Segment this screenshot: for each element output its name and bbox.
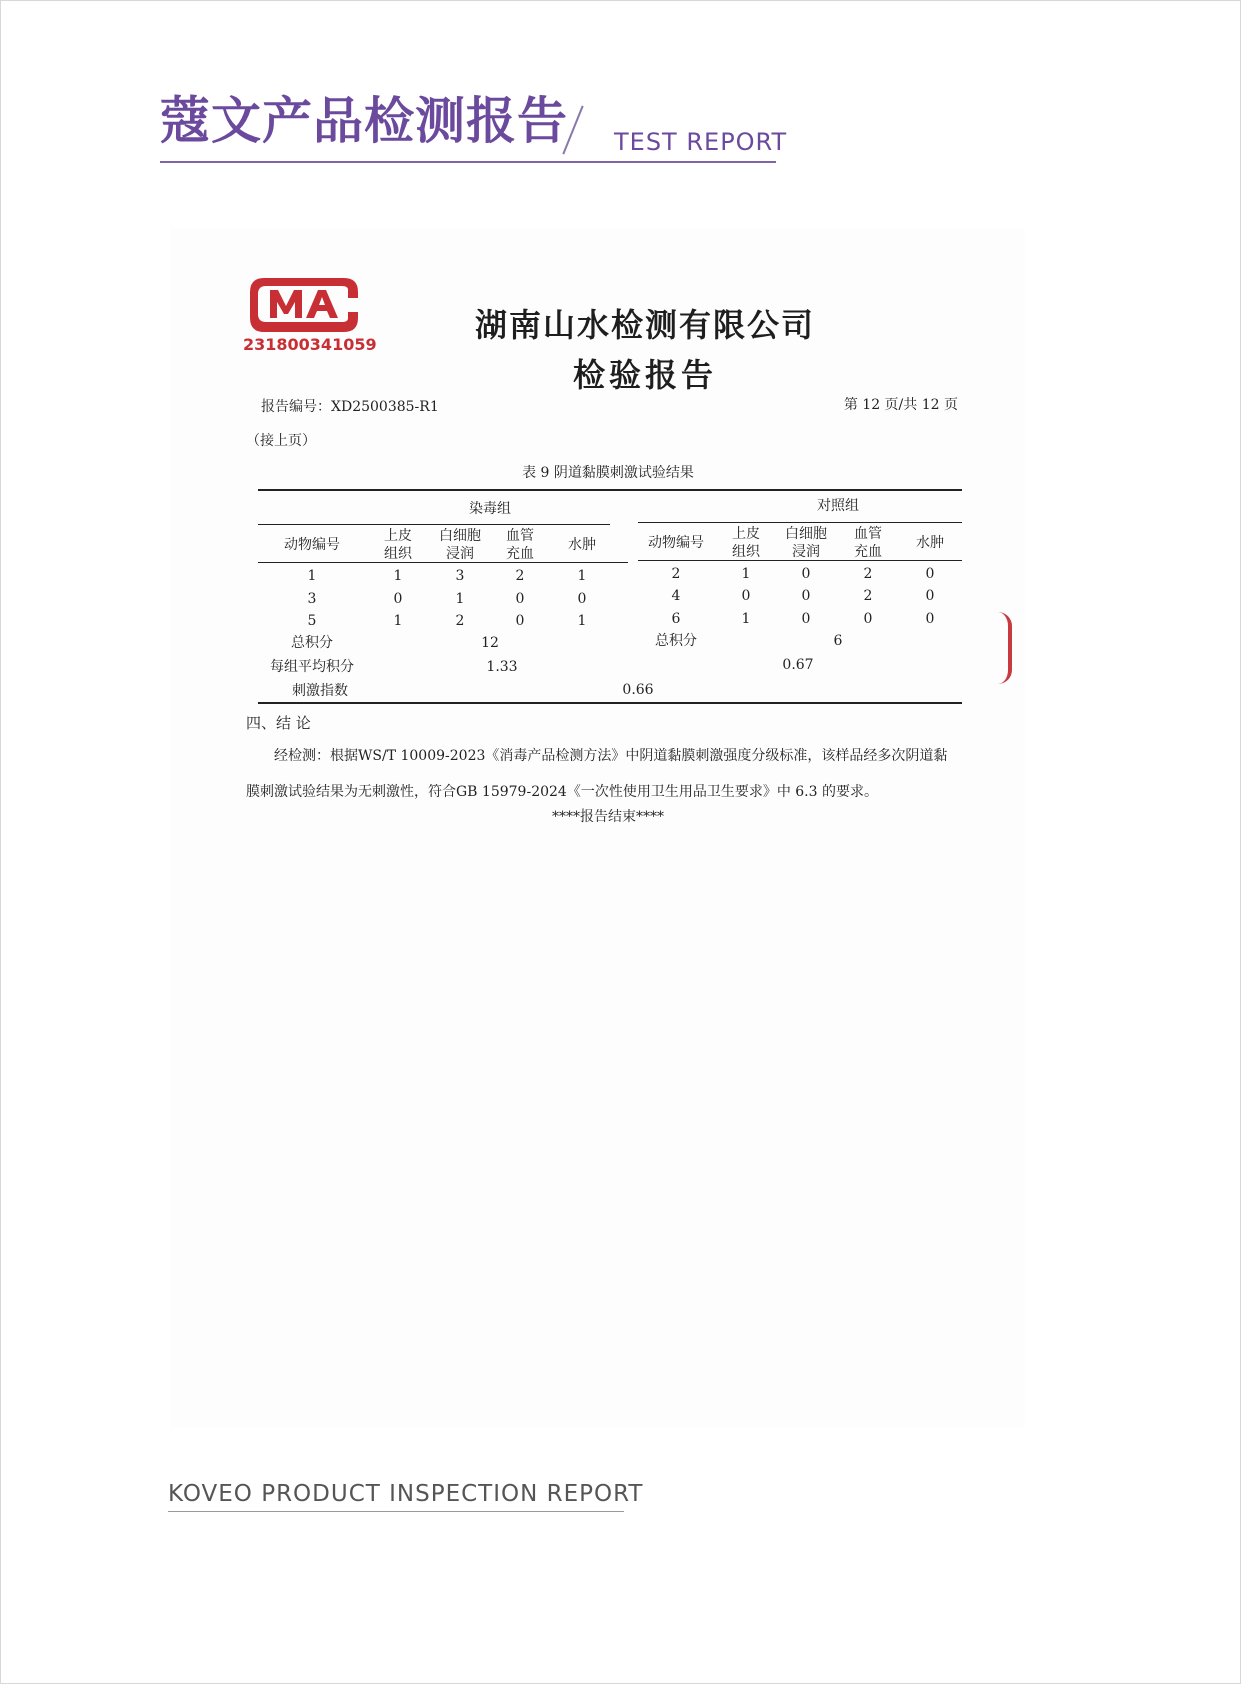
- col-vessel-b-l2: 充血: [854, 544, 882, 560]
- col-leukocyte-b-l1: 白细胞: [785, 526, 827, 542]
- col-epithelium-b-l2: 组织: [732, 544, 760, 560]
- col-leukocyte-b-l2: 浸润: [792, 544, 820, 560]
- table-cell: 6: [671, 611, 681, 627]
- report-end-mark: ****报告结束****: [552, 809, 664, 825]
- total-value-a: 12: [481, 635, 499, 651]
- page-number-info: 第 12 页/共 12 页: [843, 397, 958, 413]
- table-cell: 0: [801, 611, 811, 627]
- avg-label: 每组平均积分: [270, 659, 354, 675]
- table-cell: 0: [577, 591, 587, 607]
- total-label-b: 总积分: [655, 633, 697, 649]
- table-cell: 0: [515, 591, 525, 607]
- continued-note: （接上页）: [246, 433, 316, 449]
- table-cell: 1: [741, 566, 751, 582]
- table-cell: 1: [393, 613, 403, 629]
- table-cell: 1: [455, 591, 465, 607]
- seal-edge-mark: [998, 612, 1012, 684]
- table-cell: 3: [307, 591, 317, 607]
- header-underline: [160, 161, 776, 163]
- table-cell: 0: [925, 588, 935, 604]
- table-cell: 1: [741, 611, 751, 627]
- table-cell: 0: [741, 588, 751, 604]
- col-epithelium: [376, 527, 420, 563]
- table-cell: 3: [455, 568, 465, 584]
- col-edema: 水肿: [568, 537, 596, 553]
- conclusion-title: 四、结 论: [246, 714, 311, 732]
- table-cell: 0: [515, 613, 525, 629]
- table-cell: 2: [863, 588, 873, 604]
- page-title: 蔻文产品检测报告: [160, 92, 568, 150]
- total-value-b: 6: [833, 633, 843, 649]
- table-cell: 2: [515, 568, 525, 584]
- table-cell: 0: [801, 588, 811, 604]
- avg-value-b: 0.67: [782, 657, 814, 673]
- col-edema-b: 水肿: [916, 535, 944, 551]
- cma-logo-icon: [244, 274, 364, 334]
- col-leukocyte: [432, 527, 488, 563]
- col-epithelium-l1: 上皮: [384, 528, 412, 544]
- col-leukocyte-b: [778, 525, 834, 561]
- footer-underline: [168, 1511, 624, 1512]
- col-animal-no-b: 动物编号: [648, 535, 704, 551]
- table-cell: 2: [671, 566, 681, 582]
- footer-text: KOVEO PRODUCT INSPECTION REPORT: [168, 1481, 644, 1507]
- table-cell: 2: [863, 566, 873, 582]
- total-label-a: 总积分: [291, 635, 333, 651]
- table-cell: 5: [307, 613, 317, 629]
- report-number: 报告编号：XD2500385-R1: [261, 399, 439, 415]
- table-cell: 1: [577, 613, 587, 629]
- page-subtitle: TEST REPORT: [614, 128, 788, 156]
- col-epithelium-b-l1: 上皮: [732, 526, 760, 542]
- col-vessel: [498, 527, 542, 563]
- col-epithelium-l2: 组织: [384, 546, 412, 562]
- col-vessel-b: [846, 525, 890, 561]
- conclusion-text: [246, 738, 976, 810]
- table-cell: 0: [801, 566, 811, 582]
- conclusion-line-2: 膜刺激试验结果为无刺激性，符合GB 15979-2024《一次性使用卫生用品卫生要求》中 6.3 的要求。: [246, 784, 878, 800]
- group-a-rule: [258, 524, 610, 525]
- table-cell: 4: [671, 588, 681, 604]
- table-cell: 0: [925, 566, 935, 582]
- group-control-header: 对照组: [817, 498, 859, 514]
- index-label: 刺激指数: [292, 683, 348, 699]
- col-leukocyte-l2: 浸润: [446, 546, 474, 562]
- group-infected-header: 染毒组: [469, 501, 511, 517]
- table-caption: 表 9 阴道黏膜刺激试验结果: [522, 465, 694, 481]
- col-vessel-l1: 血管: [506, 528, 534, 544]
- company-name: 湖南山水检测有限公司: [474, 306, 815, 344]
- document-title: 检验报告: [572, 356, 717, 394]
- table-cell: 1: [307, 568, 317, 584]
- col-vessel-l2: 充血: [506, 546, 534, 562]
- col-leukocyte-l1: 白细胞: [439, 528, 481, 544]
- table-cell: 0: [393, 591, 403, 607]
- table-bottom-rule: [258, 702, 962, 704]
- col-animal-no: 动物编号: [284, 537, 340, 553]
- cma-code: 231800341059: [243, 335, 377, 354]
- avg-value-a: 1.33: [486, 659, 518, 675]
- table-top-rule: [258, 489, 962, 491]
- conclusion-line-1: 经检测：根据WS/T 10009-2023《消毒产品检测方法》中阴道黏膜刺激强度分级标准，该样品经多次阴道黏: [274, 748, 948, 764]
- table-cell: 0: [863, 611, 873, 627]
- index-value: 0.66: [622, 682, 654, 698]
- table-cell: 1: [577, 568, 587, 584]
- table-cell: 1: [393, 568, 403, 584]
- table-cell: 0: [925, 611, 935, 627]
- col-epithelium-b: [724, 525, 768, 561]
- group-b-rule: [638, 522, 962, 523]
- col-vessel-b-l1: 血管: [854, 526, 882, 542]
- table-cell: 2: [455, 613, 465, 629]
